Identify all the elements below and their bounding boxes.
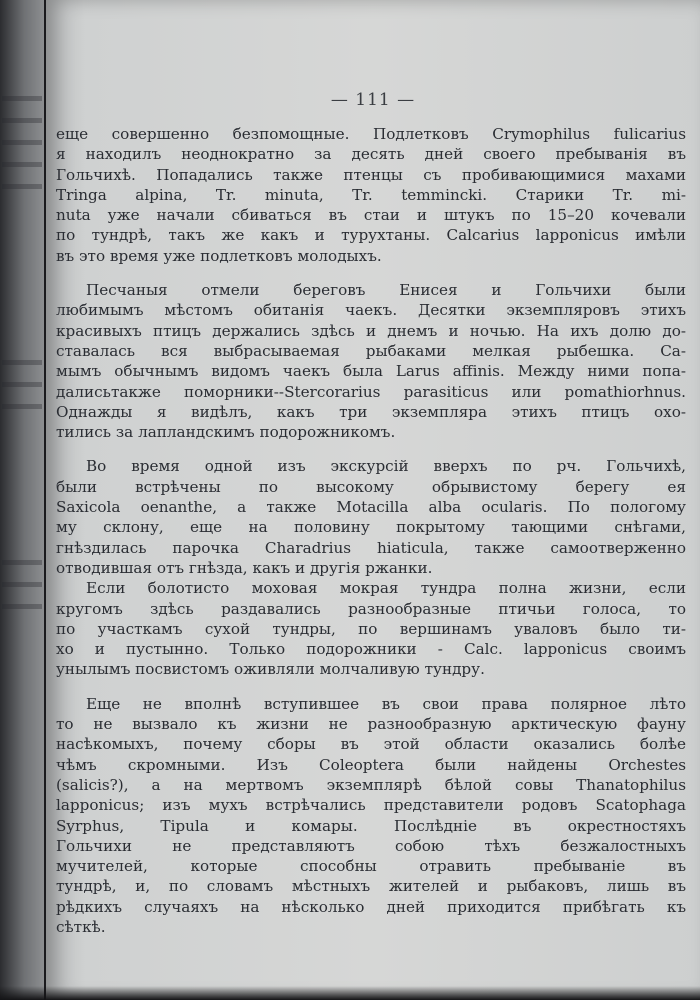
paragraph	[56, 456, 686, 578]
text-line: тундрѣ, и, по словамъ мѣстныхъ жителей и рыбаковъ, лишь въ	[56, 877, 686, 896]
facing-page-edge	[0, 0, 44, 1000]
text-line: му склону, еще на половину покрытому тающими снѣгами,	[56, 518, 686, 537]
text-line: Гольчихи не представляютъ собою тѣхъ безжалостныхъ	[56, 836, 686, 855]
text-line: рѣдкихъ случаяхъ на нѣсколько дней приходится прибѣгать къ	[56, 897, 686, 916]
text-line: nuta уже начали сбиваться въ стаи и штукъ по 15–20 кочевали	[56, 206, 686, 225]
paragraph	[56, 124, 686, 266]
book-page	[46, 0, 700, 1000]
bottom-shadow	[0, 986, 700, 1000]
paragraph	[56, 280, 686, 442]
text-line: Гольчихѣ. Попадались также птенцы съ пробивающимися махами	[56, 165, 686, 184]
text-line: насѣкомыхъ, почему сборы въ этой области оказались болѣе	[56, 735, 686, 754]
paragraph	[56, 694, 686, 938]
text-line: любимымъ мѣстомъ обитанія чаекъ. Десятки экземпляровъ этихъ	[56, 301, 686, 320]
text-line: далисьтакже поморники--Stercorarius parasiticus или pomathiorhnus.	[56, 382, 686, 401]
text-line: (salicis?), а на мертвомъ экземплярѣ бѣлой совы Thanatophilus	[56, 775, 686, 794]
text-line: были встрѣчены по высокому обрывистому берегу ея	[56, 477, 686, 496]
text-line: сѣткѣ.	[56, 917, 106, 936]
text-line: кругомъ здѣсь раздавались разнообразные птичьи голоса, то	[56, 599, 686, 618]
text-line: по тундрѣ, такъ же какъ и турухтаны. Calcarius lapponicus имѣли	[56, 226, 686, 245]
text-line: мучителей, которые способны отравить пребываніе въ	[56, 857, 686, 876]
text-line: хо и пустынно. Только подорожники - Calc. lapponicus своимъ	[56, 640, 686, 659]
text-line: еще совершенно безпомощные. Подлетковъ Crymophilus fulicarius	[56, 125, 686, 143]
text-line: Saxicola oenanthe, а также Motacilla alba ocularis. По пологому	[56, 498, 686, 517]
page-body	[56, 124, 686, 937]
text-line: Однажды я видѣлъ, какъ три экземпляра этихъ птицъ охо-	[56, 402, 686, 421]
text-line: Syrphus, Tipula и комары. Послѣдніе въ окрестностяхъ	[56, 816, 686, 835]
text-line: ставалась вся выбрасываемая рыбаками мелкая рыбешка. Са-	[56, 341, 686, 360]
text-line: чѣмъ скромными. Изъ Coleoptera были найдены Orchestes	[56, 755, 686, 774]
text-line: Еще не вполнѣ вступившее въ свои права полярное лѣто	[86, 694, 686, 713]
text-line: Песчаныя отмели береговъ Енисея и Гольчихи были	[86, 281, 686, 300]
text-line: тились за лапландскимъ подорожникомъ.	[56, 423, 396, 442]
text-line: Во время одной изъ экскурсій вверхъ по рч. Гольчихѣ,	[86, 457, 686, 476]
text-line: гнѣздилась парочка Charadrius hiaticula, также самоотверженно	[56, 538, 686, 557]
text-line: то не вызвало къ жизни не разнообразную арктическую фауну	[56, 715, 686, 734]
text-line: мымъ обычнымъ видомъ чаекъ была Larus affinis. Между ними попа-	[56, 362, 686, 381]
text-line: отводившая отъ гнѣзда, какъ и другія ржанки.	[56, 558, 433, 577]
text-line: Tringa alpina, Tr. minuta, Tr. temmincki. Старики Tr. mi-	[56, 185, 686, 204]
text-line: Если болотисто моховая мокрая тундра полна жизни, если	[86, 579, 686, 598]
paragraph	[56, 578, 686, 679]
text-line: унылымъ посвистомъ оживляли молчаливую тундру.	[56, 660, 485, 679]
page-number: — 111 —	[330, 90, 416, 110]
text-line: въ это время уже подлетковъ молодыхъ.	[56, 246, 382, 265]
text-line: lapponicus; изъ мухъ встрѣчались представители родовъ Scatophaga	[56, 796, 686, 815]
text-line: я находилъ неоднократно за десять дней своего пребыванія въ	[56, 145, 686, 164]
text-line: красивыхъ птицъ держались здѣсь и днемъ и ночью. На ихъ долю до-	[56, 321, 686, 340]
text-line: по участкамъ сухой тундры, по вершинамъ уваловъ было ти-	[56, 619, 686, 638]
